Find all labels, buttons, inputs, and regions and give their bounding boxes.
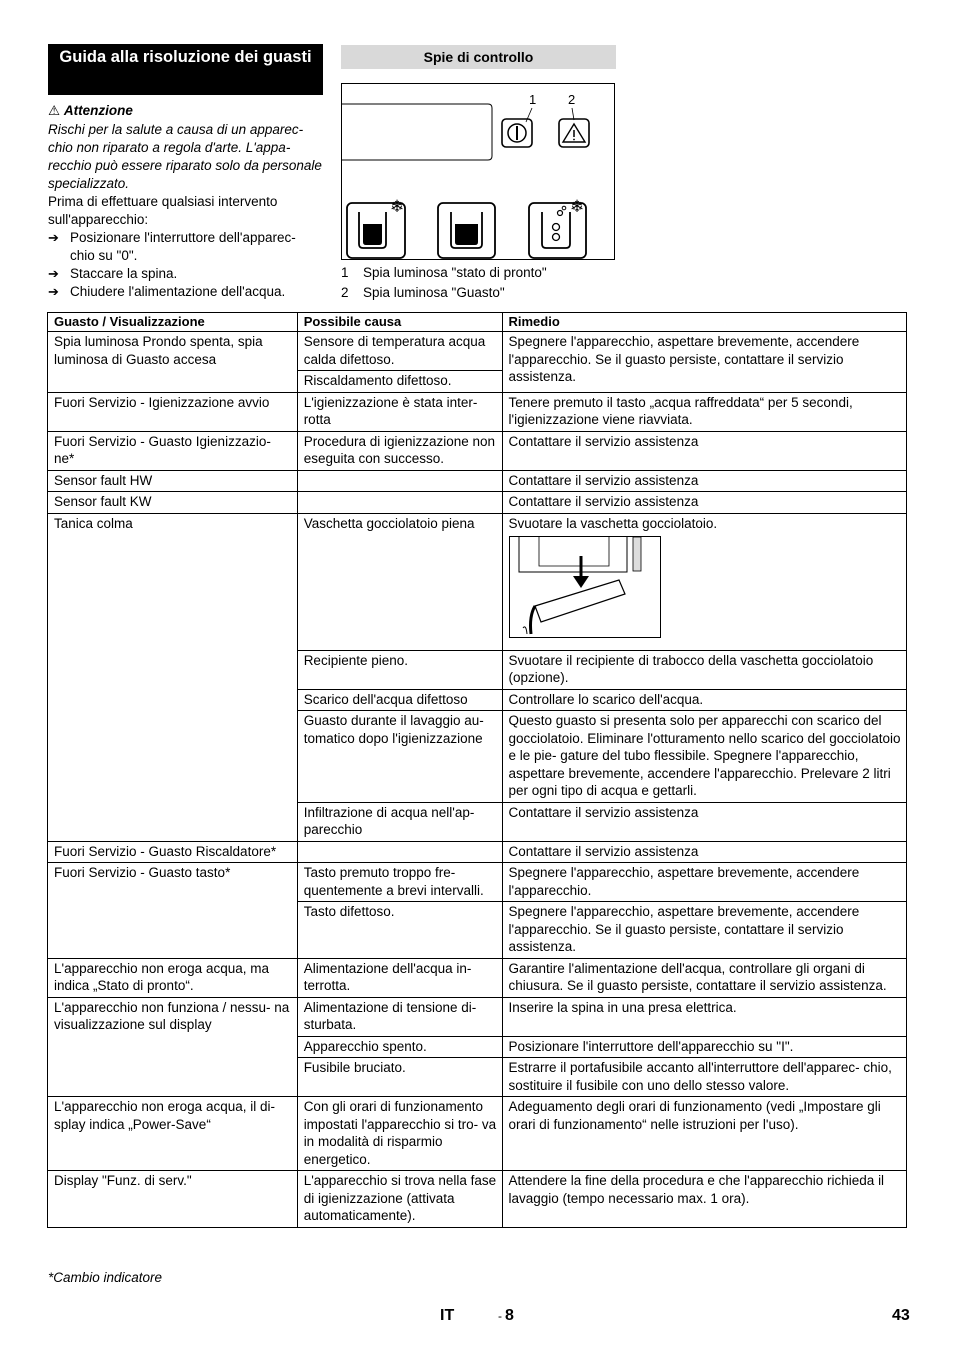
remedy-cell: Estrarre il portafusibile accanto all'interruttore dell'apparec- chio, sostituire il fusibile con uno dello stesso valore. [502, 1058, 907, 1097]
cold-water-button-icon [347, 197, 405, 258]
svg-text:❄: ❄ [390, 197, 405, 217]
table-row [48, 470, 907, 492]
cause-cell: Fusibile bruciato. [297, 1058, 502, 1097]
remedy-cell: Posizionare l'interruttore dell'apparecchio su "I". [502, 1036, 907, 1058]
table-row [48, 392, 907, 431]
svg-text:❄: ❄ [570, 197, 585, 217]
page-number: 43 [892, 1307, 910, 1324]
control-panel-figure [341, 83, 615, 260]
remedy-cell: Questo guasto si presenta solo per apparecchi con scarico del gocciolatoio. Eliminare l'otturamento nello scarico del gocciolatoio e le pie- gature del tubo flessibile. Spegnere l'apparecchio, aspettare brevemente, accendere l'apparecchio. Prelevare 2 litri per ogni tipo di acqua e gettarli. [502, 711, 907, 803]
step-text: Staccare la spina. [70, 266, 178, 281]
table-row [48, 431, 907, 470]
cause-cell: Recipiente pieno. [297, 650, 502, 689]
footer-section-page: - 8 [498, 1307, 514, 1324]
cause-cell [297, 841, 502, 863]
fault-cell: L'apparecchio non funziona / nessu- na visualizzazione sul display [48, 997, 298, 1097]
remedy-cell: Garantire l'alimentazione dell'acqua, controllare gli organi di chiusura. Se il guasto persiste, contattare il servizio assistenza. [502, 958, 907, 997]
cause-cell: Tasto difettoso. [297, 902, 502, 959]
cause-cell [297, 492, 502, 514]
remedy-cell: Contattare il servizio assistenza [502, 841, 907, 863]
power-light-icon [502, 119, 532, 147]
arrow-right-icon: ➔ [48, 230, 59, 245]
table-row [48, 1097, 907, 1171]
step-text: Chiudere l'alimentazione dell'acqua. [70, 284, 286, 299]
cause-cell: Alimentazione dell'acqua in- terrotta. [297, 958, 502, 997]
warning-heading: Attenzione [63, 103, 133, 118]
fault-cell: Fuori Servizio - Guasto Igienizzazio- ne* [48, 431, 298, 470]
drip-tray-illustration [509, 536, 661, 638]
troubleshooting-table [47, 312, 907, 1228]
remedy-cell: Spegnere l'apparecchio, aspettare brevemente, accendere l'apparecchio. Se il guasto persiste, contattare il servizio assistenza. [502, 332, 907, 393]
legend-item: 1 Spia luminosa "stato di pronto" [341, 265, 547, 280]
table-header-row [48, 313, 907, 332]
cause-cell: Con gli orari di funzionamento impostati l'apparecchio si tro- va in modalità di risparmio energetico. [297, 1097, 502, 1171]
table-row [48, 332, 907, 371]
remedy-cell: Svuotare il recipiente di trabocco della vaschetta gocciolatoio (opzione). [502, 650, 907, 689]
cause-cell: Infiltrazione di acqua nell'ap- parecchio [297, 802, 502, 841]
remedy-cell: Contattare il servizio assistenza [502, 431, 907, 470]
remedy-cell [502, 513, 907, 650]
remedy-cell: Tenere premuto il tasto „acqua raffreddata“ per 5 secondi, l'igienizzazione viene riavviata. [502, 392, 907, 431]
remedy-cell: Attendere la fine della procedura e che l'apparecchio richieda il lavaggio (tempo necessario max. 1 ora). [502, 1171, 907, 1228]
remedy-cell: Contattare il servizio assistenza [502, 492, 907, 514]
fault-cell: Sensor fault HW [48, 470, 298, 492]
footer-language: IT [440, 1307, 455, 1324]
warning-text: Rischi per la salute a causa di un apparec- chio non riparato a regola d'arte. L'appa- recchio può essere riparato solo da personale specializzato. [48, 122, 322, 191]
remedy-cell: Spegnere l'apparecchio, aspettare brevemente, accendere l'apparecchio. [502, 863, 907, 902]
cause-cell: Sensore di temperatura acqua calda difettoso. [297, 332, 502, 371]
cause-cell: L'igienizzazione è stata inter- rotta [297, 392, 502, 431]
section-title: Guida alla risoluzione dei guasti [48, 44, 323, 95]
step-text: Posizionare l'interruttore dell'apparec- chio su "0". [70, 230, 296, 263]
footnote: *Cambio indicatore [48, 1270, 163, 1285]
still-water-button-icon [438, 203, 495, 258]
fault-cell: L'apparecchio non eroga acqua, il di- splay indica „Power-Save“ [48, 1097, 298, 1171]
warning-block [48, 102, 323, 301]
column-header: Possibile causa [297, 313, 502, 332]
fault-cell: Tanica colma [48, 513, 298, 841]
cause-cell: Apparecchio spento. [297, 1036, 502, 1058]
step-item [48, 283, 323, 301]
arrow-right-icon: ➔ [48, 284, 59, 299]
cause-cell: Alimentazione di tensione di- sturbata. [297, 997, 502, 1036]
fault-light-icon [559, 119, 589, 147]
column-header: Rimedio [502, 313, 907, 332]
cause-cell: Riscaldamento difettoso. [297, 371, 502, 393]
arrow-right-icon: ➔ [48, 266, 59, 281]
control-lights-heading: Spie di controllo [341, 45, 616, 69]
legend-item: 2 Spia luminosa "Guasto" [341, 285, 505, 300]
remedy-cell: Inserire la spina in una presa elettrica. [502, 997, 907, 1036]
table-row [48, 958, 907, 997]
fault-cell: Fuori Servizio - Igienizzazione avvio [48, 392, 298, 431]
table-row [48, 1171, 907, 1228]
table-row [48, 492, 907, 514]
step-item [48, 229, 323, 265]
warning-intro: Prima di effettuare qualsiasi intervento sull'apparecchio: [48, 194, 278, 227]
remedy-cell: Adeguamento degli orari di funzionamento (vedi „Impostare gli orari di funzionamento“ nelle istruzioni per l'uso). [502, 1097, 907, 1171]
fault-cell: Sensor fault KW [48, 492, 298, 514]
cause-cell: Guasto durante il lavaggio au- tomatico dopo l'igienizzazione [297, 711, 502, 803]
cause-cell [297, 470, 502, 492]
cause-cell: L'apparecchio si trova nella fase di igienizzazione (attivata automaticamente). [297, 1171, 502, 1228]
fault-cell: Fuori Servizio - Guasto Riscaldatore* [48, 841, 298, 863]
figure-legend [341, 263, 547, 303]
callout-2: 2 [568, 92, 576, 107]
fault-cell: Fuori Servizio - Guasto tasto* [48, 863, 298, 959]
callout-1: 1 [529, 92, 537, 107]
cause-cell: Vaschetta gocciolatoio piena [297, 513, 502, 650]
cause-cell: Scarico dell'acqua difettoso [297, 689, 502, 711]
remedy-cell: Contattare il servizio assistenza [502, 802, 907, 841]
remedy-cell: Spegnere l'apparecchio, aspettare brevemente, accendere l'apparecchio. Se il guasto persiste, contattare il servizio assistenza. [502, 902, 907, 959]
table-row [48, 513, 907, 650]
fault-cell: L'apparecchio non eroga acqua, ma indica „Stato di pronto“. [48, 958, 298, 997]
remedy-cell: Controllare lo scarico dell'acqua. [502, 689, 907, 711]
remedy-text: Svuotare la vaschetta gocciolatoio. [508, 515, 718, 531]
cause-cell: Tasto premuto troppo fre- quentemente a brevi intervalli. [297, 863, 502, 902]
cause-cell: Procedura di igienizzazione non eseguita con successo. [297, 431, 502, 470]
sparkling-water-button-icon [529, 197, 586, 258]
fault-cell: Spia luminosa Prondo spenta, spia luminosa di Guasto accesa [48, 332, 298, 393]
table-row [48, 863, 907, 902]
column-header: Guasto / Visualizzazione [48, 313, 298, 332]
remedy-cell: Contattare il servizio assistenza [502, 470, 907, 492]
warning-icon: ⚠ [48, 103, 61, 118]
table-row [48, 997, 907, 1036]
step-item [48, 265, 323, 283]
fault-cell: Display "Funz. di serv." [48, 1171, 298, 1228]
table-row [48, 841, 907, 863]
